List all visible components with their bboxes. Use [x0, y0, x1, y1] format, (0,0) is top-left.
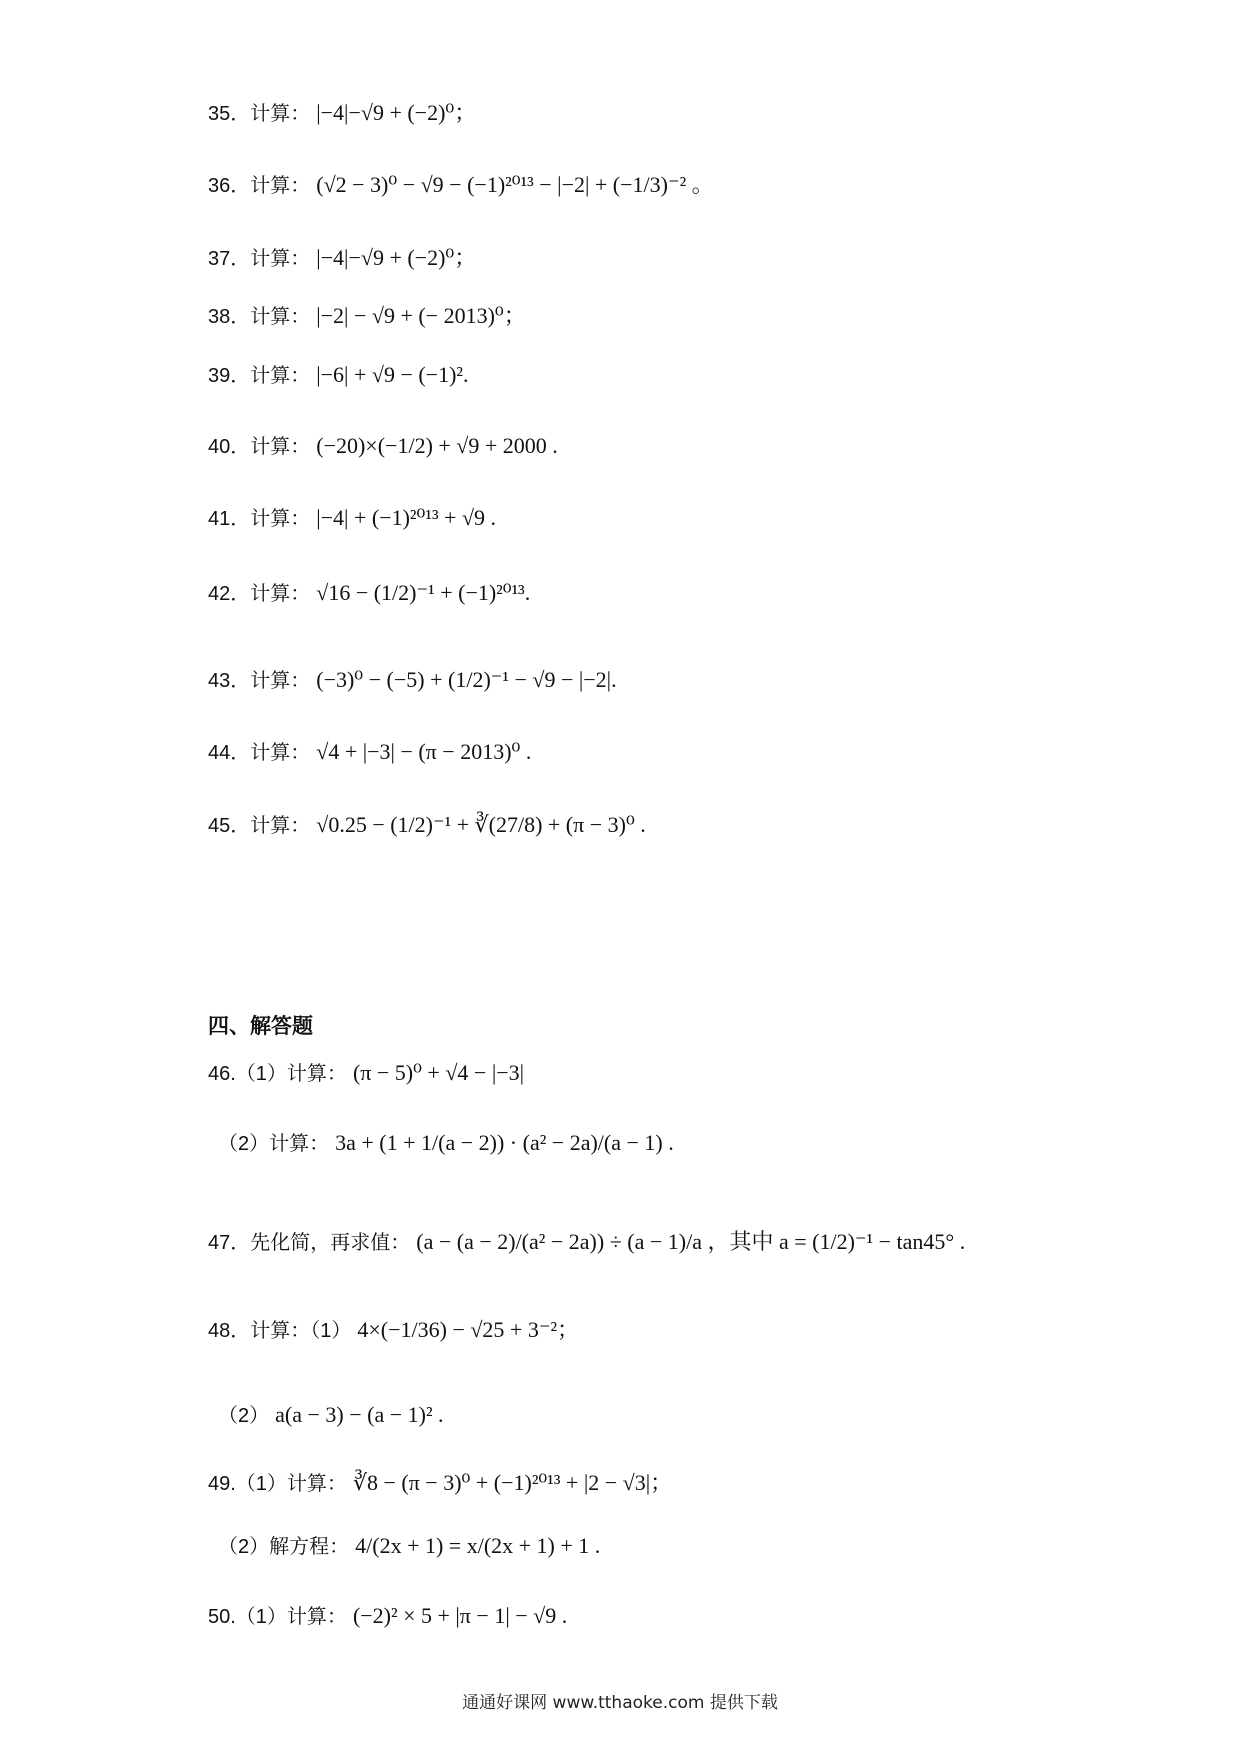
problem-46-2: （2）计算： 3a + (1 + 1/(a − 2)) · (a² − 2a)/(a − 1) . — [218, 1130, 674, 1155]
problem-45: 45．计算： √0.25 − (1/2)⁻¹ + ∛(27/8) + (π − 3)⁰ . — [208, 812, 646, 837]
problem-40: 40．计算： (−20)×(−1/2) + √9 + 2000 . — [208, 433, 558, 458]
problem-35: 35．计算： |−4|−√9 + (−2)⁰； — [208, 100, 477, 125]
problem-43: 43．计算： (−3)⁰ − (−5) + (1/2)⁻¹ − √9 − |−2|. — [208, 667, 617, 692]
problem-36: 36．计算： (√2 − 3)⁰ − √9 − (−1)²⁰¹³ − |−2| + (−1/3)⁻² 。 — [208, 172, 714, 197]
problem-44: 44．计算： √4 + |−3| − (π − 2013)⁰ . — [208, 739, 532, 764]
problem-41: 41．计算： |−4| + (−1)²⁰¹³ + √9 . — [208, 505, 497, 530]
problem-48-2: （2） a(a − 3) − (a − 1)² . — [218, 1402, 444, 1427]
footer-watermark: 通通好课网 www.tthaoke.com 提供下载 — [462, 1693, 778, 1713]
problem-49-2: （2）解方程： 4/(2x + 1) = x/(2x + 1) + 1 . — [218, 1533, 601, 1558]
problem-49-1: 49.（1）计算： ∛8 − (π − 3)⁰ + (−1)²⁰¹³ + |2 − √3|； — [208, 1470, 673, 1495]
problem-37: 37．计算： |−4|−√9 + (−2)⁰； — [208, 245, 477, 270]
problem-42: 42．计算： √16 − (1/2)⁻¹ + (−1)²⁰¹³. — [208, 580, 531, 605]
problem-38: 38．计算： |−2| − √9 + (− 2013)⁰； — [208, 303, 526, 328]
problem-39: 39．计算： |−6| + √9 − (−1)². — [208, 362, 469, 387]
problem-47: 47．先化简，再求值： (a − (a − 2)/(a² − 2a)) ÷ (a − 1)/a ，其中 a = (1/2)⁻¹ − tan45° . — [208, 1229, 966, 1254]
section-title: 四、解答题 — [208, 1014, 313, 1038]
problem-50-1: 50.（1）计算： (−2)² × 5 + |π − 1| − √9 . — [208, 1603, 568, 1628]
problem-46-1: 46.（1）计算： (π − 5)⁰ + √4 − |−3| — [208, 1060, 525, 1085]
problem-48-1: 48．计算：（1） 4×(−1/36) − √25 + 3⁻²； — [208, 1317, 580, 1342]
